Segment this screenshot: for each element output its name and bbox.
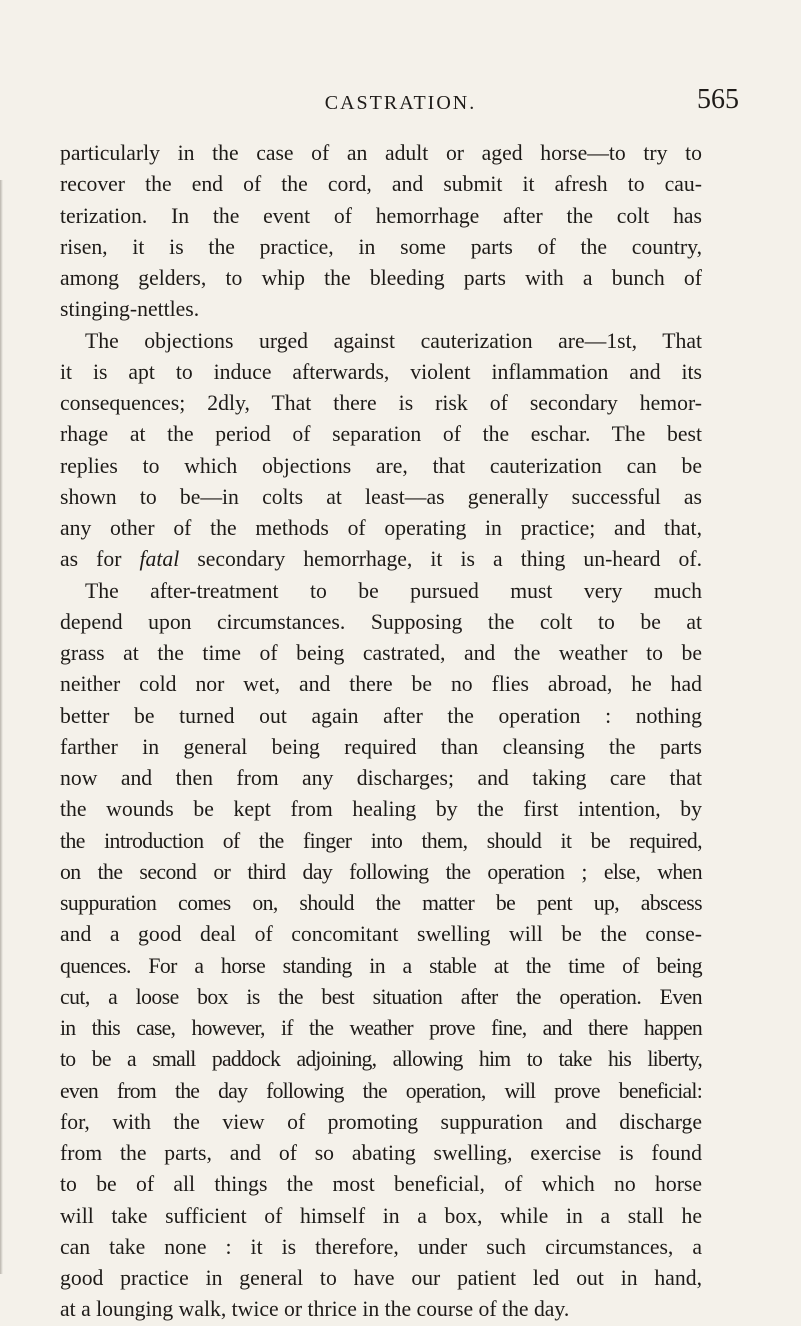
text-line: particularly in the case of an adult or aged horse—to try to (60, 141, 702, 165)
text-line: recover the end of the cord, and submit it afresh to cau- (60, 172, 702, 197)
page-number: 565 (697, 84, 739, 115)
text-line: better be turned out again after the operation : nothing (60, 703, 702, 728)
page-edge-shadow (0, 180, 3, 1274)
text-line: as for fatal secondary hemorrhage, it is a thing un-heard of. (60, 547, 703, 572)
text-line: and a good deal of concomitant swelling will be the conse- (60, 922, 702, 947)
text-line: even from the day following the operation, will prove beneficial: (60, 1078, 702, 1103)
text-line: terization. In the event of hemorrhage after the colt has (60, 203, 702, 228)
text-line: shown to be—in colts at least—as generally successful as (60, 484, 702, 509)
text-line: now and then from any discharges; and taking care that (60, 766, 702, 790)
text-line: farther in general being required than cleansing the parts (60, 734, 702, 759)
text-line: good practice in general to have our patient led out in hand, (60, 1266, 702, 1290)
text-line: among gelders, to whip the bleeding parts with a bunch of (60, 266, 702, 290)
text-line: cut, a loose box is the best situation after the operation. Even (60, 984, 702, 1009)
text-line: any other of the methods of operating in practice; and that, (60, 516, 702, 540)
running-head (60, 84, 741, 124)
text-line: the wounds be kept from healing by the first intention, by (60, 797, 702, 822)
text-line: can take none : it is therefore, under such circumstances, a (60, 1234, 702, 1259)
body-text (60, 138, 702, 1326)
text-line: on the second or third day following the operation ; else, when (60, 859, 702, 884)
text-line: consequences; 2dly, That there is risk of secondary hemor- (60, 391, 702, 415)
text-line: to be of all things the most beneficial, of which no horse (60, 1172, 702, 1197)
text-line: the introduction of the finger into them, should it be required, (60, 828, 702, 853)
text-line: neither cold nor wet, and there be no flies abroad, he had (60, 672, 702, 697)
text-line: replies to which objections are, that cauterization can be (60, 453, 702, 478)
text-line: it is apt to induce afterwards, violent inflammation and its (60, 359, 702, 384)
text-line: risen, it is the practice, in some parts of the country, (60, 234, 702, 259)
text-line: to be a small paddock adjoining, allowing him to take his liberty, (60, 1047, 702, 1072)
text-line: from the parts, and of so abating swelling, exercise is found (60, 1141, 702, 1165)
text-line: in this case, however, if the weather prove fine, and there happen (60, 1016, 702, 1040)
text-line: at a lounging walk, twice or thrice in the course of the day. (60, 1297, 570, 1322)
running-head-title: CASTRATION. (324, 92, 477, 114)
text-line: grass at the time of being castrated, and the weather to be (60, 641, 702, 665)
text-line: depend upon circumstances. Supposing the colt to be at (60, 609, 702, 634)
paragraph-start-line: The objections urged against cauterization are—1st, That (85, 328, 702, 353)
text-line: suppuration comes on, should the matter be pent up, abscess (60, 891, 702, 915)
text-line: stinging-nettles. (60, 297, 200, 322)
paragraph-start-line: The after-treatment to be pursued must very much (85, 578, 702, 603)
text-line: rhage at the period of separation of the eschar. The best (60, 422, 702, 447)
text-line: quences. For a horse standing in a stable at the time of being (60, 953, 702, 978)
italic-word: fatal (139, 547, 180, 572)
text-line: for, with the view of promoting suppuration and discharge (60, 1109, 702, 1134)
text-line: will take sufficient of himself in a box, while in a stall he (60, 1203, 702, 1228)
